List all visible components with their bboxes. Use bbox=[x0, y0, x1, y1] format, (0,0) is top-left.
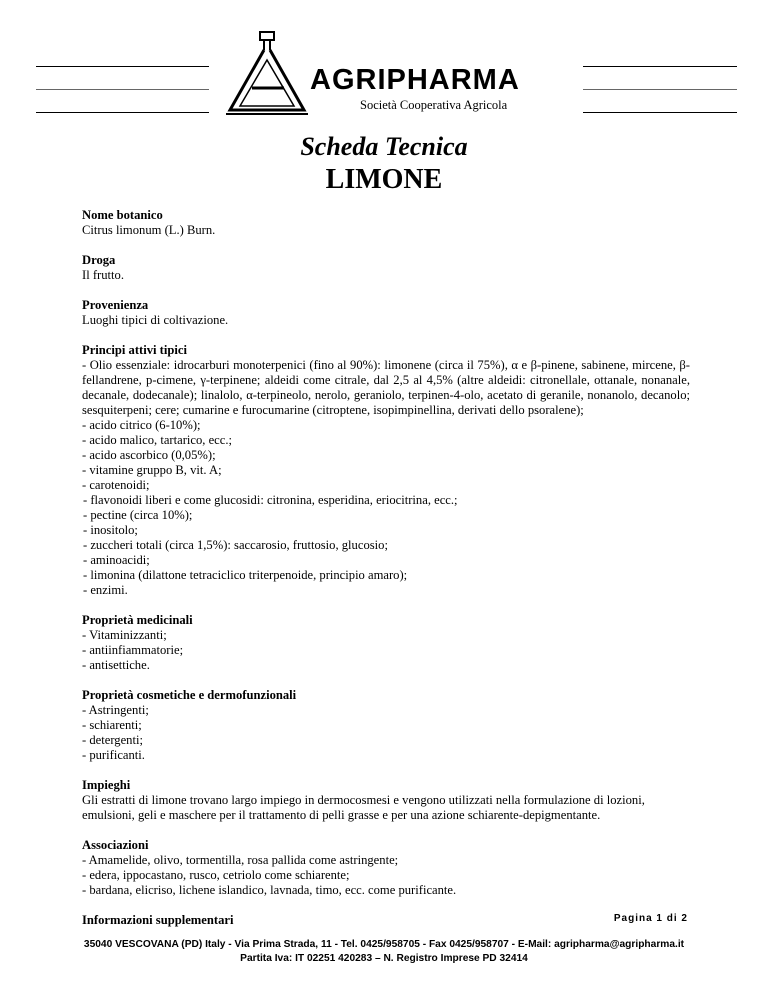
brand-subtitle: Società Cooperativa Agricola bbox=[360, 98, 508, 112]
list-item: - pectine (circa 10%); bbox=[83, 508, 193, 522]
document-body bbox=[82, 208, 690, 943]
section-proprieta-medicinali bbox=[82, 613, 690, 673]
list-item: - Astringenti; bbox=[82, 703, 149, 717]
list-item: - acido malico, tartarico, ecc.; bbox=[82, 433, 232, 447]
footer-address: 35040 VESCOVANA (PD) Italy - Via Prima Strada, 11 - Tel. 0425/958705 - Fax 0425/958707 - E-Mail: agripharma@agripharma.it bbox=[83, 939, 685, 950]
section-text: Citrus limonum (L.) Burn. bbox=[82, 223, 216, 237]
section-text: Gli estratti di limone trovano largo impiego in dermocosmesi e vengono utilizzati nella formulazione di lozioni, emulsioni, geli e maschere per il trattamento di pelli grasse e per una azione schiarente-depigmentante. bbox=[82, 793, 645, 822]
section-heading: Nome botanico bbox=[82, 208, 163, 222]
section-heading: Provenienza bbox=[82, 298, 149, 312]
section-informazioni-supplementari bbox=[82, 913, 690, 928]
list-item: - Amamelide, olivo, tormentilla, rosa pallida come astringente; bbox=[82, 853, 399, 867]
section-associazioni bbox=[82, 838, 690, 898]
header-rule-left-1 bbox=[36, 66, 209, 67]
section-nome-botanico bbox=[82, 208, 690, 238]
list-item: - antisettiche. bbox=[82, 658, 150, 672]
section-text: - Olio essenziale: idrocarburi monoterpenici (fino al 90%): limonene (circa il 75%), α e β-pinene, sabinene, mircene, β-fellandrene, p-cimene, γ-terpinene; aldeidi come citrale, dal 2,5 al 4,5% (altre aldeidi: citronellale, ottanale, nonanale, decanale, dodecanale); linalolo, α-terpineolo, nerolo, geraniolo, terpinen-4-olo, acetato di geranile, nonanolo, decanolo; sesquiterpeni; cere; cumarine e furocumarine (citroptene, isopimpinellina, derivati dello psoralene); bbox=[82, 358, 690, 417]
page-number: Pagina 1 di 2 bbox=[613, 913, 688, 924]
section-text: Il frutto. bbox=[82, 268, 124, 282]
list-item: - zuccheri totali (circa 1,5%): saccarosio, fruttosio, glucosio; bbox=[83, 538, 388, 552]
list-item: - enzimi. bbox=[83, 583, 128, 597]
section-heading: Proprietà cosmetiche e dermofunzionali bbox=[82, 688, 297, 702]
header-rule-left-3 bbox=[36, 112, 209, 113]
header-rule-right-2 bbox=[583, 89, 737, 90]
section-provenienza bbox=[82, 298, 690, 328]
list-item: - flavonoidi liberi e come glucosidi: citronina, esperidina, eriocitrina, ecc.; bbox=[83, 493, 458, 507]
footer-registry: Partita Iva: IT 02251 420283 – N. Registro Imprese PD 32414 bbox=[240, 953, 528, 964]
section-heading: Proprietà medicinali bbox=[82, 613, 193, 627]
section-text: Luoghi tipici di coltivazione. bbox=[82, 313, 229, 327]
document-title: Scheda Tecnica bbox=[300, 132, 468, 161]
list-item: - acido ascorbico (0,05%); bbox=[82, 448, 216, 462]
list-item: - detergenti; bbox=[82, 733, 143, 747]
header-rule-right-1 bbox=[583, 66, 737, 67]
list-item: - schiarenti; bbox=[82, 718, 142, 732]
section-heading: Associazioni bbox=[82, 838, 149, 852]
brand-name: AGRIPHARMA bbox=[310, 64, 520, 96]
section-heading: Principi attivi tipici bbox=[82, 343, 187, 357]
list-item: - antiinfiammatorie; bbox=[82, 643, 184, 657]
list-item: - carotenoidi; bbox=[82, 478, 150, 492]
list-item: - vitamine gruppo B, vit. A; bbox=[82, 463, 222, 477]
header-rule-right-3 bbox=[583, 112, 737, 113]
section-heading: Impieghi bbox=[82, 778, 131, 792]
section-proprieta-cosmetiche bbox=[82, 688, 690, 763]
list-item: - Vitaminizzanti; bbox=[82, 628, 167, 642]
header-rule-left-2 bbox=[36, 89, 209, 90]
list-item: - limonina (dilattone tetraciclico triterpenoide, principio amaro); bbox=[83, 568, 408, 582]
section-heading: Droga bbox=[82, 253, 116, 267]
list-item: - inositolo; bbox=[83, 523, 138, 537]
list-item: - aminoacidi; bbox=[83, 553, 150, 567]
section-impieghi bbox=[82, 778, 690, 823]
list-item: - bardana, elicriso, lichene islandico, lavnada, timo, ecc. come purificante. bbox=[82, 883, 457, 897]
list-item: - purificanti. bbox=[82, 748, 145, 762]
section-heading: Informazioni supplementari bbox=[82, 913, 234, 927]
section-principi-attivi bbox=[82, 343, 690, 598]
list-item: - edera, ippocastano, rusco, cetriolo come schiarente; bbox=[82, 868, 350, 882]
product-title: LIMONE bbox=[325, 164, 443, 195]
list-item: - acido citrico (6-10%); bbox=[82, 418, 201, 432]
section-droga bbox=[82, 253, 690, 283]
